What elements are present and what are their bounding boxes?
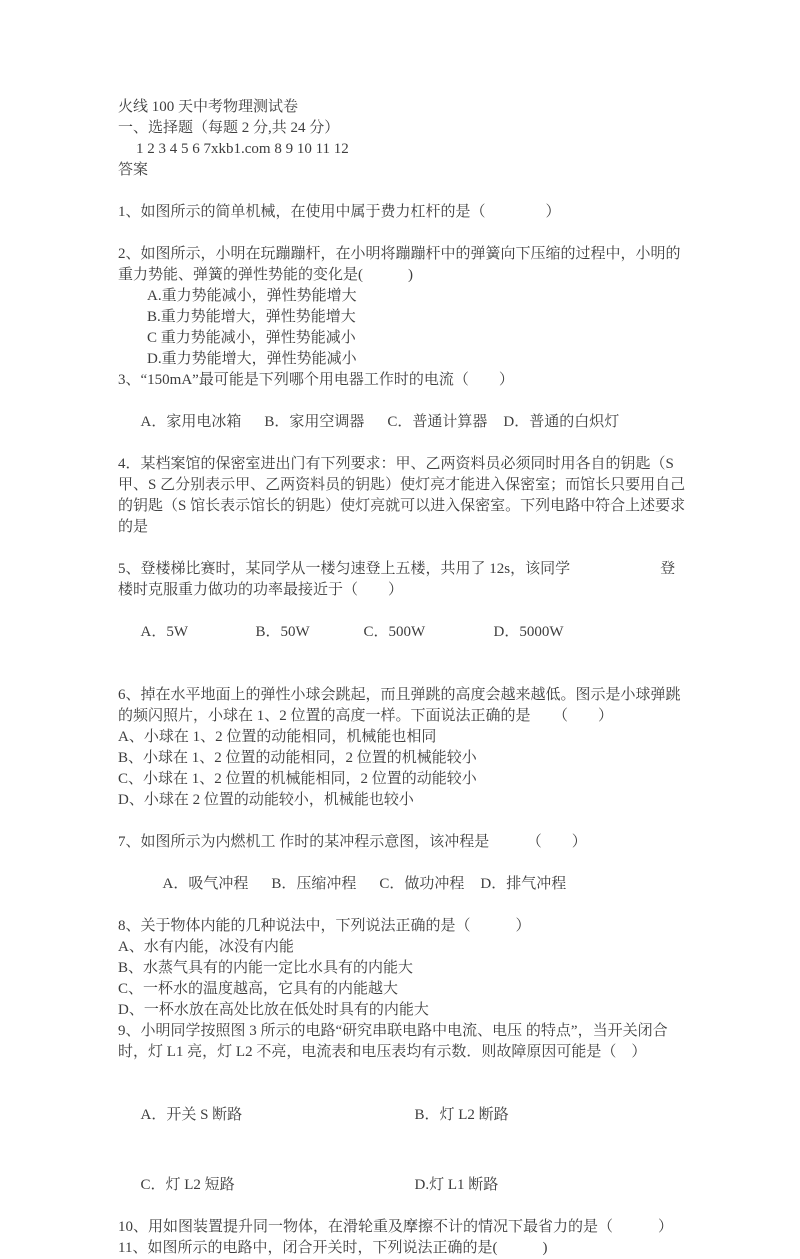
question-7-option-a: A．吸气冲程 <box>162 876 249 892</box>
question-2-option-a: A.重力势能减小，弹性势能增大 <box>147 288 357 304</box>
question-7-text: 7、如图所示为内燃机工 作时的某冲程示意图，该冲程是 （ ） <box>118 834 587 850</box>
question-8-text: 8、关于物体内能的几种说法中，下列说法正确的是（ ） <box>118 918 531 934</box>
question-6-text: 6、掉在水平地面上的弹性小球会跳起，而且弹跳的高度会越来越低。图示是小球弹跳的频闪照片，小球在 1、2 位置的高度一样。下面说法正确的是 （ ） <box>118 687 681 724</box>
question-8 <box>118 916 690 1021</box>
question-8-option-c: C、一杯水的温度越高，它具有的内能越大 <box>118 981 399 997</box>
question-8-option-d: D、一杯水放在高处比放在低处时具有的内能大 <box>118 1002 429 1018</box>
question-5-option-c: C．500W <box>363 624 426 640</box>
question-3-option-d: D．普通的白炽灯 <box>503 414 620 430</box>
question-3-option-b: B．家用空调器 <box>264 414 365 430</box>
question-8-option-b: B、水蒸气具有的内能一定比水具有的内能大 <box>118 960 414 976</box>
question-9-options-row-1 <box>118 1084 690 1147</box>
question-7-option-b: B．压缩冲程 <box>271 876 357 892</box>
question-5-options-row <box>118 601 690 664</box>
question-5-option-d: D．5000W <box>493 624 564 640</box>
question-5 <box>118 559 690 664</box>
question-9-option-d: D.灯 L1 断路 <box>414 1177 499 1193</box>
question-9-text: 9、小明同学按照图 3 所示的电路“研究串联电路中电流、电压 的特点”，当开关闭合时，灯 L1 亮，灯 L2 不亮，电流表和电压表均有示数．则故障原因可能是（ ） <box>118 1023 668 1060</box>
question-6-option-c: C、小球在 1、2 位置的机械能相同，2 位置的动能较小 <box>118 771 477 787</box>
question-1-text: 1、如图所示的简单机械，在使用中属于费力杠杆的是（ ） <box>118 204 561 220</box>
question-9-option-a: A．开关 S 断路 <box>140 1107 243 1123</box>
question-9-option-b: B．灯 L2 断路 <box>414 1107 509 1123</box>
question-9-options-row-2 <box>118 1154 690 1217</box>
answer-label: 答案 <box>118 162 149 178</box>
question-5-option-a: A．5W <box>140 624 188 640</box>
question-3-text: 3、“150mA”最可能是下列哪个用电器工作时的电流（ ） <box>118 372 514 388</box>
question-6-option-b: B、小球在 1、2 位置的动能相同，2 位置的机械能较小 <box>118 750 477 766</box>
question-3-option-c: C．普通计算器 <box>387 414 488 430</box>
question-9-option-c: C．灯 L2 短路 <box>140 1177 235 1193</box>
question-2-option-c: C 重力势能减小，弹性势能减小 <box>147 330 356 346</box>
question-5-option-b: B．50W <box>255 624 310 640</box>
question-7-options-row <box>118 853 690 916</box>
question-3 <box>118 370 690 454</box>
question-3-options-row <box>118 391 690 454</box>
question-7 <box>118 832 690 916</box>
question-2-option-b: B.重力势能增大，弹性势能增大 <box>147 309 356 325</box>
question-11-text: 11、如图所示的电路中，闭合开关时，下列说法正确的是( ) <box>118 1240 548 1256</box>
question-numbers-row: 1 2 3 4 5 6 7xkb1.com 8 9 10 11 12 <box>136 141 349 157</box>
question-5-text: 5、登楼梯比赛时，某同学从一楼匀速登上五楼，共用了 12s，该同学 登楼时克服重力做功的功率最接近于（ ） <box>118 561 676 598</box>
section-heading: 一、选择题（每题 2 分,共 24 分） <box>118 120 340 136</box>
question-6-option-a: A、小球在 1、2 位置的动能相同，机械能也相同 <box>118 729 437 745</box>
question-4-text: 4．某档案馆的保密室进出门有下列要求：甲、乙两资料员必须同时用各自的钥匙（S 甲、S 乙分别表示甲、乙两资料员的钥匙）使灯亮才能进入保密室；而馆长只要用自己的钥匙（S 馆长表示馆长的钥匙）使灯亮就可以进入保密室。下列电路中符合上述要求的是 <box>118 456 686 535</box>
question-6-option-d: D、小球在 2 位置的动能较小，机械能也较小 <box>118 792 414 808</box>
question-2-text: 2、如图所示，小明在玩蹦蹦杆，在小明将蹦蹦杆中的弹簧向下压缩的过程中，小明的重力势能、弹簧的弹性势能的变化是( ) <box>118 246 681 283</box>
question-7-option-c: C．做功冲程 <box>379 876 465 892</box>
question-3-option-a: A．家用电冰箱 <box>140 414 242 430</box>
question-10-text: 10、用如图装置提升同一物体，在滑轮重及摩擦不计的情况下最省力的是（ ） <box>118 1219 674 1235</box>
question-6 <box>118 685 690 811</box>
doc-title: 火线 100 天中考物理测试卷 <box>118 99 299 115</box>
question-2 <box>118 244 690 370</box>
question-2-option-d: D.重力势能增大，弹性势能减小 <box>147 351 357 367</box>
question-7-option-d: D．排气冲程 <box>480 876 567 892</box>
question-8-option-a: A、水有内能，冰没有内能 <box>118 939 294 955</box>
question-9 <box>118 1021 690 1217</box>
